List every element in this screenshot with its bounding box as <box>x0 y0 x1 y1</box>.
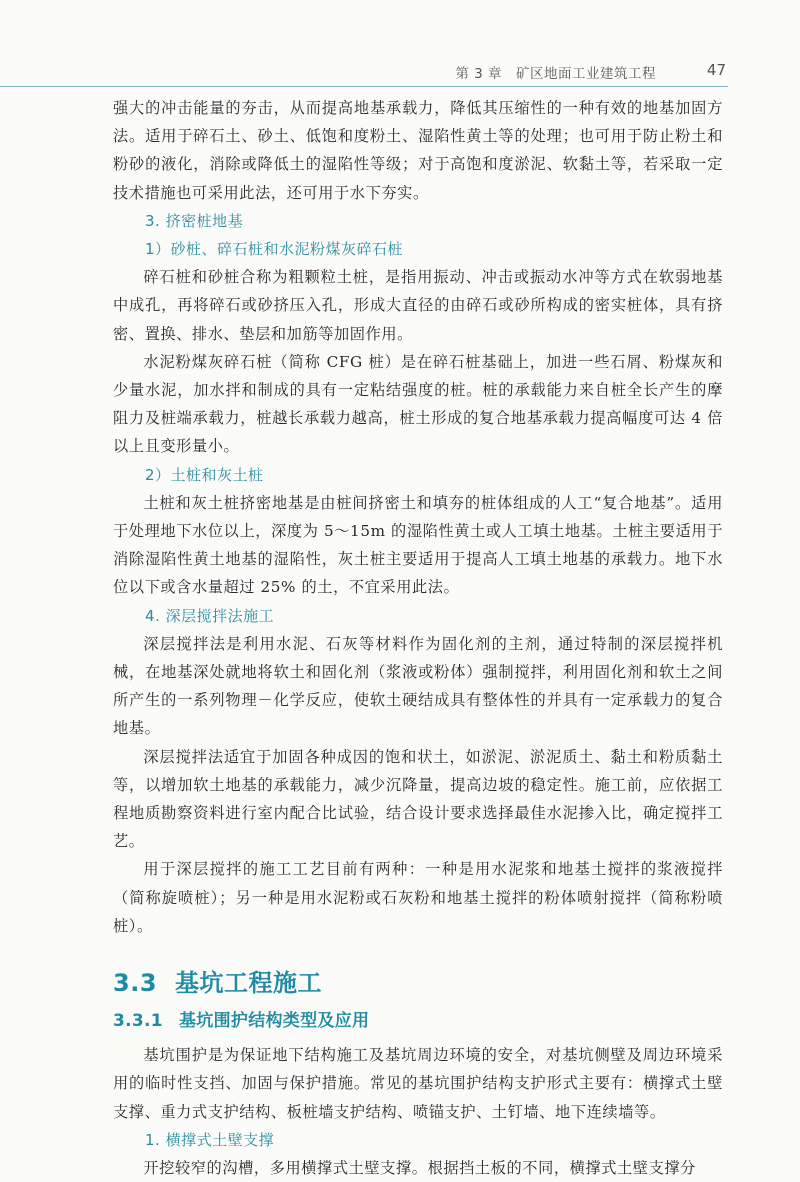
running-header <box>0 58 728 86</box>
paragraph-deep-mixing-1: 深层搅拌法是利用水泥、石灰等材料作为固化剂的主剂，通过特制的深层搅拌机械，在地基深处就地将软土和固化剂（浆液或粉体）强制搅拌，利用固化剂和软土之间所产生的一系列物理－化学反应，使软土硬结成具有整体性的并具有一定承载力的复合地基。 <box>113 634 723 738</box>
section-number: 3.3 <box>113 969 158 998</box>
paragraph-cfg-pile: 水泥粉煤灰碎石桩（简称 CFG 桩）是在碎石桩基础上，加进一些石屑、粉煤灰和少量水泥，加水拌和制成的具有一定粘结强度的桩。桩的承载能力来自桩全长产生的摩阻力及桩端承载力，桩越长承载力越高，桩土形成的复合地基承载力提高幅度可达 4 倍以上且变形量小。 <box>113 352 723 456</box>
section-heading <box>113 966 723 1000</box>
paragraph-gravel-pile: 碎石桩和砂桩合称为粗颗粒土桩，是指用振动、冲击或振动水冲等方式在软弱地基中成孔，再将碎石或砂挤压入孔，形成大直径的由碎石或砂所构成的密实桩体，具有挤密、置换、排水、垫层和加筋等加固作用。 <box>113 268 723 343</box>
paragraph-dynamic-compaction: 强大的冲击能量的夯击，从而提高地基承载力，降低其压缩性的一种有效的地基加固方法。适用于碎石土、砂土、低饱和度粉土、湿陷性黄土等的处理；也可用于防止粉土和粉砂的液化，消除或降低土的湿陷性等级；对于高饱和度淤泥、软黏土等，若采取一定技术措施也可采用此法，还可用于水下夯实。 <box>113 99 723 202</box>
paragraph-soil-pile: 土桩和灰土桩挤密地基是由桩间挤密土和填夯的桩体组成的人工“复合地基”。适用于处理地下水位以上，深度为 5～15m 的湿陷性黄土或人工填土地基。土桩主要适用于消除湿陷性黄土地基的湿陷性，灰土桩主要适用于提高人工填土地基的承载力。地下水位以下或含水量超过 25% 的土，不宜采用此法。 <box>113 493 723 597</box>
chapter-title: 第 3 章 矿区地面工业建筑工程 <box>455 66 656 82</box>
paragraph-deep-mixing-2: 深层搅拌法适宜于加固各种成因的饱和状土，如淤泥、淤泥质土、黏土和粉质黏土等，以增加软土地基的承载能力，减少沉降量，提高边坡的稳定性。施工前，应依据工程地质勘察资料进行室内配合比试验，结合设计要求选择最佳水泥掺入比，确定搅拌工艺。 <box>113 747 723 851</box>
heading-gravel-pile: 1）砂桩、碎石桩和水泥粉煤灰碎石桩 <box>145 240 404 259</box>
heading-soil-pile: 2）土桩和灰土桩 <box>145 465 264 484</box>
subsection-number: 3.3.1 <box>113 1011 163 1032</box>
paragraph-strut-support: 开挖较窄的沟槽，多用横撑式土壁支撑。根据挡土板的不同，横撑式土壁支撑分 <box>143 1158 696 1177</box>
section-title: 基坑工程施工 <box>175 969 322 998</box>
subsection-title: 基坑围护结构类型及应用 <box>179 1011 370 1032</box>
subsection-heading <box>113 1007 723 1035</box>
heading-strut-support: 1. 横撑式土壁支撑 <box>145 1130 275 1149</box>
heading-compaction-pile: 3. 挤密桩地基 <box>145 211 244 230</box>
paragraph-pit-support: 基坑围护是为保证地下结构施工及基坑周边环境的安全，对基坑侧壁及周边环境采用的临时性支挡、加固与保护措施。常见的基坑围护结构支护形式主要有：横撑式土壁支撑、重力式支护结构、板桩墙支护结构、喷锚支护、土钉墙、地下连续墙等。 <box>113 1046 723 1121</box>
heading-deep-mixing: 4. 深层搅拌法施工 <box>145 606 275 625</box>
paragraph-deep-mixing-3: 用于深层搅拌的施工工艺目前有两种：一种是用水泥浆和地基土搅拌的浆液搅拌（简称旋喷桩）；另一种是用水泥粉或石灰粉和地基土搅拌的粉体喷射搅拌（简称粉喷桩）。 <box>113 860 723 935</box>
header-rule <box>0 86 728 87</box>
page-body <box>113 94 723 1182</box>
page-number: 47 <box>706 61 726 79</box>
